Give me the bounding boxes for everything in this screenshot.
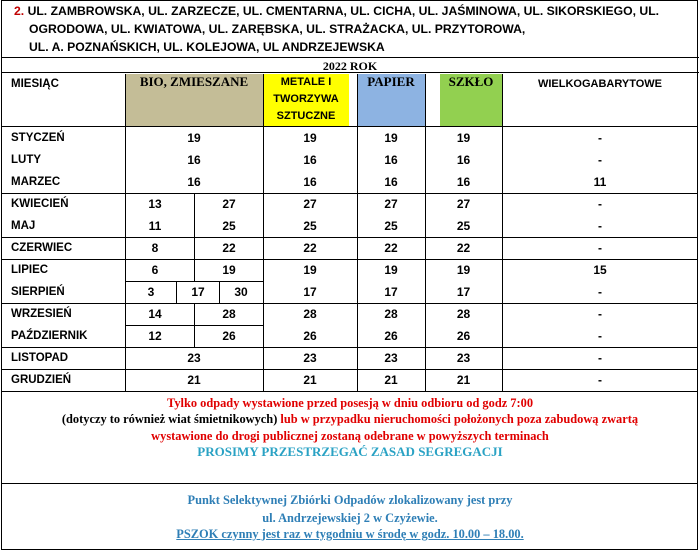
papier-date: 26 [384, 329, 398, 343]
szklo-date: 16 [456, 175, 471, 189]
month-column-label: MIESIĄC [11, 78, 59, 90]
metale-date: 23 [303, 351, 317, 365]
month-label: LIPIEC [11, 264, 49, 276]
bio-date: 14 [148, 307, 162, 321]
papier-date: 22 [384, 241, 398, 255]
section-number: 2. [14, 4, 25, 18]
street-line-1: UL. ZAMBROWSKA, UL. ZARZECZE, UL. CMENTARNA, UL. CICHA, UL. JAŚMINOWA, UL. SIKORSKIEGO, UL. [27, 4, 660, 18]
bio-date: 13 [148, 197, 162, 211]
bio-date: 3 [147, 285, 155, 299]
month-label: LISTOPAD [11, 352, 69, 364]
bio-date: 16 [187, 175, 201, 189]
grid-row-line [2, 259, 698, 260]
bio-split-line [194, 259, 195, 281]
bio-date: 28 [222, 307, 236, 321]
wielko-date: 15 [593, 263, 607, 277]
bio-date: 27 [222, 197, 236, 211]
metale-column-label-1: METALE I [280, 76, 332, 88]
bio-split-line [194, 303, 195, 325]
wielko-date: - [598, 131, 602, 145]
bio-date: 6 [151, 263, 159, 277]
wielko-date: - [598, 307, 602, 321]
bio-date: 17 [191, 285, 205, 299]
bio-date: 26 [222, 329, 236, 343]
szklo-date: 26 [456, 329, 471, 343]
month-label: GRUDZIEŃ [11, 374, 72, 386]
grid-row-line [2, 303, 698, 304]
metale-date: 28 [303, 307, 317, 321]
month-label: STYCZEŃ [11, 132, 65, 144]
grid-column-line [125, 74, 126, 391]
papier-date: 16 [384, 175, 398, 189]
papier-date: 19 [384, 131, 398, 145]
metale-date: 26 [303, 329, 317, 343]
szklo-date: 28 [456, 307, 471, 321]
wielko-date: - [598, 241, 602, 255]
bio-date: 23 [187, 351, 201, 365]
grid-row-line [2, 391, 698, 392]
bio-date: 12 [148, 329, 162, 343]
month-label: CZERWIEC [11, 242, 73, 254]
wielko-date: - [598, 285, 602, 299]
metale-date: 25 [303, 219, 317, 233]
bio-date: 16 [187, 153, 201, 167]
grid-column-line [357, 74, 358, 391]
metale-date: 19 [303, 263, 317, 277]
papier-date: 23 [384, 351, 398, 365]
metale-column-label-2: TWORZYWA [273, 93, 339, 105]
pszok-divider [2, 483, 698, 484]
note-line-3: wystawione do drogi publicznej zostaną odebrane w powyższych terminach [151, 429, 549, 443]
papier-date: 27 [384, 197, 398, 211]
month-label: PAŹDZIERNIK [11, 330, 88, 342]
wielko-date: - [598, 329, 602, 343]
papier-date: 21 [384, 373, 398, 387]
month-label: SIERPIEŃ [11, 286, 65, 298]
grid-row-line [2, 369, 698, 370]
papier-date: 28 [384, 307, 398, 321]
wielko-date: 11 [593, 175, 607, 189]
metale-date: 16 [303, 153, 317, 167]
pszok-line-2: ul. Andrzejewskiej 2 w Czyżewie. [262, 511, 438, 525]
note-line-2 [0, 411, 700, 427]
szklo-date: 27 [456, 197, 471, 211]
year-title: 2022 ROK [1, 57, 699, 73]
bio-column-label: BIO, ZMIESZANE [139, 74, 249, 89]
bio-split-line [194, 215, 195, 237]
szklo-date: 21 [456, 373, 471, 387]
bio-date: 19 [187, 131, 201, 145]
grid-row-line [125, 325, 263, 326]
bio-date: 30 [234, 285, 248, 299]
papier-date: 17 [384, 285, 398, 299]
wielko-column-label: WIELKOGABARYTOWE [537, 78, 663, 90]
bio-split-line [176, 281, 177, 303]
bio-date: 25 [222, 219, 236, 233]
wielko-date: - [598, 373, 602, 387]
month-label: LUTY [11, 154, 42, 166]
szklo-date: 19 [456, 131, 471, 145]
grid-row-line [125, 281, 263, 282]
pszok-line-3: PSZOK czynny jest raz w tygodniu w środę w godz. 10.00 – 18.00. [176, 527, 524, 541]
papier-column-label: PAPIER [367, 74, 415, 89]
grid-row-line [2, 126, 698, 127]
szklo-date: 19 [456, 263, 471, 277]
metale-date: 17 [303, 285, 317, 299]
street-line-2: OGRODOWA, UL. KWIATOWA, UL. ZARĘBSKA, UL. STRAŻACKA, UL. PRZYTOROWA, [29, 22, 526, 36]
grid-row-line [2, 237, 698, 238]
metale-date: 19 [303, 131, 317, 145]
bio-split-line [219, 281, 220, 303]
wielko-date: - [598, 197, 602, 211]
bio-split-line [194, 193, 195, 215]
szklo-date: 23 [456, 351, 471, 365]
grid-column-line [502, 74, 503, 391]
street-line-3: UL. A. POZNAŃSKICH, UL. KOLEJOWA, UL ANDRZEJEWSKA [29, 40, 385, 54]
papier-date: 16 [384, 153, 398, 167]
szklo-date: 22 [456, 241, 471, 255]
street-list [14, 2, 659, 56]
bio-date: 19 [222, 263, 236, 277]
note-line-1: Tylko odpady wystawione przed posesją w dniu odbioru od godz 7:00 [166, 396, 534, 410]
bio-split-line [194, 325, 195, 347]
bio-date: 8 [151, 241, 159, 255]
metale-date: 27 [303, 197, 317, 211]
bio-date: 22 [222, 241, 236, 255]
metale-date: 16 [303, 175, 317, 189]
bio-date: 21 [187, 373, 201, 387]
segregation-notice: PROSIMY PRZESTRZEGAĆ ZASAD SEGREGACJI [197, 444, 503, 459]
grid-column-line [425, 74, 426, 391]
grid-row-line [2, 193, 698, 194]
wielko-date: - [598, 351, 602, 365]
month-label: KWIECIEŃ [11, 198, 69, 210]
month-label: MAJ [11, 220, 36, 232]
bio-date: 11 [148, 219, 162, 233]
pszok-line-1: Punkt Selektywnej Zbiórki Odpadów zlokalizowany jest przy [187, 493, 513, 507]
metale-date: 21 [303, 373, 317, 387]
szklo-date: 17 [456, 285, 471, 299]
month-label: MARZEC [11, 176, 61, 188]
metale-date: 22 [303, 241, 317, 255]
grid-column-line [263, 74, 264, 391]
note-line-2-red: lub w przypadku nieruchomości położonych poza zabudową zwartą [277, 412, 639, 426]
note-line-2-black: (dotyczy to również wiat śmietnikowych) [61, 412, 278, 426]
szklo-date: 16 [456, 153, 471, 167]
papier-date: 19 [384, 263, 398, 277]
bio-split-line [194, 237, 195, 259]
grid-row-line [2, 347, 698, 348]
wielko-date: - [598, 219, 602, 233]
wielko-date: - [598, 153, 602, 167]
month-label: WRZESIEŃ [11, 308, 72, 320]
metale-column-label-3: SZTUCZNE [276, 110, 336, 122]
szklo-date: 25 [456, 219, 471, 233]
papier-date: 25 [384, 219, 398, 233]
szklo-column-label: SZKŁO [448, 74, 494, 89]
